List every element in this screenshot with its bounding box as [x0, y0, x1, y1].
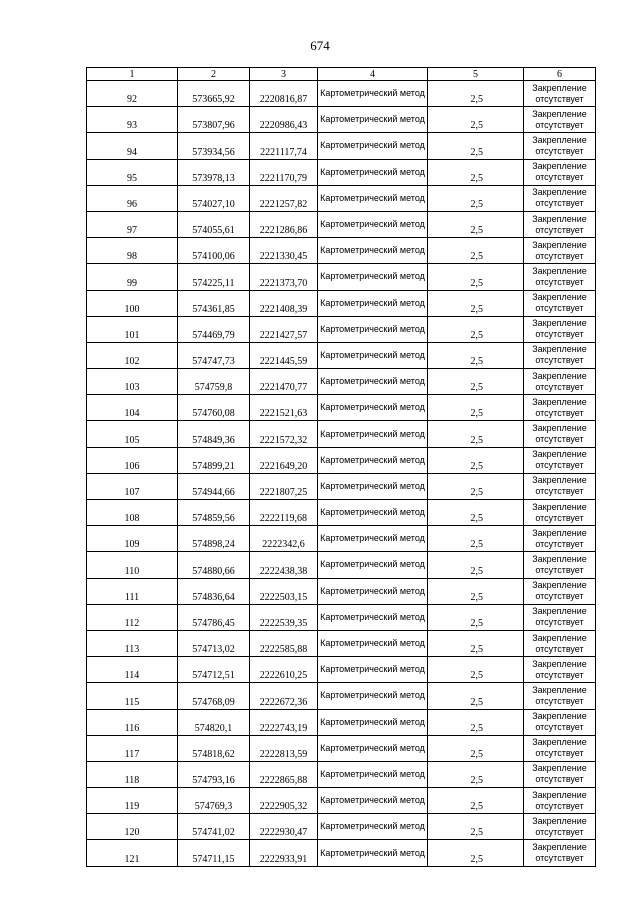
- method-cell: Картометрический метод: [318, 735, 428, 761]
- accuracy-cell: 2,5: [428, 552, 524, 578]
- x-coordinate-cell: 574713,02: [178, 630, 250, 656]
- method-cell: Картометрический метод: [318, 238, 428, 264]
- y-coordinate-cell: 2221572,32: [250, 421, 318, 447]
- point-number-cell: 116: [87, 709, 178, 735]
- accuracy-cell: 2,5: [428, 500, 524, 526]
- y-coordinate-cell: 2221470,77: [250, 369, 318, 395]
- x-coordinate-cell: 573665,92: [178, 81, 250, 107]
- fixing-cell: Закрепление отсутствует: [524, 788, 596, 814]
- table-row: [87, 81, 596, 107]
- y-coordinate-cell: 2222438,38: [250, 552, 318, 578]
- fixing-cell: Закрепление отсутствует: [524, 369, 596, 395]
- method-cell: Картометрический метод: [318, 316, 428, 342]
- x-coordinate-cell: 574027,10: [178, 185, 250, 211]
- table-row: [87, 159, 596, 185]
- method-cell: Картометрический метод: [318, 447, 428, 473]
- method-cell: Картометрический метод: [318, 264, 428, 290]
- x-coordinate-cell: 574786,45: [178, 604, 250, 630]
- method-cell: Картометрический метод: [318, 133, 428, 159]
- header-cell: 3: [250, 68, 318, 81]
- x-coordinate-cell: 574100,06: [178, 238, 250, 264]
- method-cell: Картометрический метод: [318, 159, 428, 185]
- fixing-cell: Закрепление отсутствует: [524, 342, 596, 368]
- y-coordinate-cell: 2222672,36: [250, 683, 318, 709]
- point-number-cell: 102: [87, 342, 178, 368]
- method-cell: Картометрический метод: [318, 814, 428, 840]
- header-cell: 1: [87, 68, 178, 81]
- y-coordinate-cell: 2222813,59: [250, 735, 318, 761]
- accuracy-cell: 2,5: [428, 630, 524, 656]
- accuracy-cell: 2,5: [428, 761, 524, 787]
- table-row: [87, 683, 596, 709]
- point-number-cell: 111: [87, 578, 178, 604]
- table-row: [87, 290, 596, 316]
- fixing-cell: Закрепление отсутствует: [524, 473, 596, 499]
- method-cell: Картометрический метод: [318, 604, 428, 630]
- fixing-cell: Закрепление отсутствует: [524, 683, 596, 709]
- x-coordinate-cell: 574469,79: [178, 316, 250, 342]
- y-coordinate-cell: 2221445,59: [250, 342, 318, 368]
- y-coordinate-cell: 2222119,68: [250, 500, 318, 526]
- table-row: [87, 657, 596, 683]
- method-cell: Картометрический метод: [318, 630, 428, 656]
- method-cell: Картометрический метод: [318, 107, 428, 133]
- fixing-cell: Закрепление отсутствует: [524, 526, 596, 552]
- accuracy-cell: 2,5: [428, 238, 524, 264]
- point-number-cell: 94: [87, 133, 178, 159]
- x-coordinate-cell: 573807,96: [178, 107, 250, 133]
- point-number-cell: 92: [87, 81, 178, 107]
- fixing-cell: Закрепление отсутствует: [524, 735, 596, 761]
- point-number-cell: 98: [87, 238, 178, 264]
- accuracy-cell: 2,5: [428, 159, 524, 185]
- table-row: [87, 447, 596, 473]
- accuracy-cell: 2,5: [428, 107, 524, 133]
- y-coordinate-cell: 2221286,86: [250, 211, 318, 237]
- method-cell: Картометрический метод: [318, 185, 428, 211]
- point-number-cell: 118: [87, 761, 178, 787]
- table-row: [87, 369, 596, 395]
- method-cell: Картометрический метод: [318, 683, 428, 709]
- method-cell: Картометрический метод: [318, 709, 428, 735]
- accuracy-cell: 2,5: [428, 447, 524, 473]
- y-coordinate-cell: 2221521,63: [250, 395, 318, 421]
- y-coordinate-cell: 2221170,79: [250, 159, 318, 185]
- accuracy-cell: 2,5: [428, 526, 524, 552]
- point-number-cell: 119: [87, 788, 178, 814]
- table-row: [87, 761, 596, 787]
- header-cell: 5: [428, 68, 524, 81]
- table-row: [87, 316, 596, 342]
- point-number-cell: 97: [87, 211, 178, 237]
- y-coordinate-cell: 2222865,88: [250, 761, 318, 787]
- fixing-cell: Закрепление отсутствует: [524, 500, 596, 526]
- fixing-cell: Закрепление отсутствует: [524, 814, 596, 840]
- point-number-cell: 113: [87, 630, 178, 656]
- x-coordinate-cell: 574760,08: [178, 395, 250, 421]
- x-coordinate-cell: 574759,8: [178, 369, 250, 395]
- accuracy-cell: 2,5: [428, 788, 524, 814]
- y-coordinate-cell: 2220816,87: [250, 81, 318, 107]
- accuracy-cell: 2,5: [428, 604, 524, 630]
- y-coordinate-cell: 2222539,35: [250, 604, 318, 630]
- accuracy-cell: 2,5: [428, 840, 524, 866]
- method-cell: Картометрический метод: [318, 526, 428, 552]
- y-coordinate-cell: 2222342,6: [250, 526, 318, 552]
- fixing-cell: Закрепление отсутствует: [524, 630, 596, 656]
- fixing-cell: Закрепление отсутствует: [524, 133, 596, 159]
- x-coordinate-cell: 574711,15: [178, 840, 250, 866]
- table-row: [87, 238, 596, 264]
- fixing-cell: Закрепление отсутствует: [524, 159, 596, 185]
- fixing-cell: Закрепление отсутствует: [524, 552, 596, 578]
- point-number-cell: 105: [87, 421, 178, 447]
- y-coordinate-cell: 2222930,47: [250, 814, 318, 840]
- point-number-cell: 103: [87, 369, 178, 395]
- y-coordinate-cell: 2221373,70: [250, 264, 318, 290]
- x-coordinate-cell: 574836,64: [178, 578, 250, 604]
- accuracy-cell: 2,5: [428, 683, 524, 709]
- method-cell: Картометрический метод: [318, 421, 428, 447]
- method-cell: Картометрический метод: [318, 369, 428, 395]
- fixing-cell: Закрепление отсутствует: [524, 447, 596, 473]
- accuracy-cell: 2,5: [428, 185, 524, 211]
- x-coordinate-cell: 574849,36: [178, 421, 250, 447]
- x-coordinate-cell: 574747,73: [178, 342, 250, 368]
- x-coordinate-cell: 574225,11: [178, 264, 250, 290]
- table-row: [87, 264, 596, 290]
- method-cell: Картометрический метод: [318, 473, 428, 499]
- fixing-cell: Закрепление отсутствует: [524, 421, 596, 447]
- point-number-cell: 121: [87, 840, 178, 866]
- x-coordinate-cell: 574944,66: [178, 473, 250, 499]
- fixing-cell: Закрепление отсутствует: [524, 709, 596, 735]
- header-cell: 2: [178, 68, 250, 81]
- fixing-cell: Закрепление отсутствует: [524, 185, 596, 211]
- point-number-cell: 99: [87, 264, 178, 290]
- table-row: [87, 604, 596, 630]
- table-row: [87, 840, 596, 866]
- fixing-cell: Закрепление отсутствует: [524, 81, 596, 107]
- table-row: [87, 342, 596, 368]
- x-coordinate-cell: 574741,02: [178, 814, 250, 840]
- point-number-cell: 104: [87, 395, 178, 421]
- x-coordinate-cell: 574859,56: [178, 500, 250, 526]
- fixing-cell: Закрепление отсутствует: [524, 604, 596, 630]
- accuracy-cell: 2,5: [428, 290, 524, 316]
- point-number-cell: 114: [87, 657, 178, 683]
- fixing-cell: Закрепление отсутствует: [524, 761, 596, 787]
- table-row: [87, 630, 596, 656]
- x-coordinate-cell: 573978,13: [178, 159, 250, 185]
- fixing-cell: Закрепление отсутствует: [524, 107, 596, 133]
- page-number: 674: [310, 38, 330, 53]
- point-number-cell: 109: [87, 526, 178, 552]
- accuracy-cell: 2,5: [428, 264, 524, 290]
- fixing-cell: Закрепление отсутствует: [524, 657, 596, 683]
- y-coordinate-cell: 2221117,74: [250, 133, 318, 159]
- header-row: [87, 68, 596, 81]
- table-body: [87, 81, 596, 867]
- x-coordinate-cell: 574712,51: [178, 657, 250, 683]
- coordinates-table: [86, 67, 596, 867]
- accuracy-cell: 2,5: [428, 316, 524, 342]
- point-number-cell: 108: [87, 500, 178, 526]
- fixing-cell: Закрепление отсутствует: [524, 290, 596, 316]
- method-cell: Картометрический метод: [318, 657, 428, 683]
- accuracy-cell: 2,5: [428, 473, 524, 499]
- method-cell: Картометрический метод: [318, 788, 428, 814]
- accuracy-cell: 2,5: [428, 81, 524, 107]
- x-coordinate-cell: 574899,21: [178, 447, 250, 473]
- accuracy-cell: 2,5: [428, 735, 524, 761]
- table-row: [87, 552, 596, 578]
- accuracy-cell: 2,5: [428, 133, 524, 159]
- y-coordinate-cell: 2222585,88: [250, 630, 318, 656]
- table-row: [87, 211, 596, 237]
- accuracy-cell: 2,5: [428, 709, 524, 735]
- table-row: [87, 473, 596, 499]
- y-coordinate-cell: 2221408,39: [250, 290, 318, 316]
- y-coordinate-cell: 2221257,82: [250, 185, 318, 211]
- table-row: [87, 788, 596, 814]
- accuracy-cell: 2,5: [428, 578, 524, 604]
- x-coordinate-cell: 574769,3: [178, 788, 250, 814]
- accuracy-cell: 2,5: [428, 814, 524, 840]
- table-row: [87, 421, 596, 447]
- point-number-cell: 95: [87, 159, 178, 185]
- point-number-cell: 120: [87, 814, 178, 840]
- fixing-cell: Закрепление отсутствует: [524, 395, 596, 421]
- table-row: [87, 185, 596, 211]
- x-coordinate-cell: 574818,62: [178, 735, 250, 761]
- fixing-cell: Закрепление отсутствует: [524, 264, 596, 290]
- point-number-cell: 110: [87, 552, 178, 578]
- method-cell: Картометрический метод: [318, 290, 428, 316]
- y-coordinate-cell: 2221807,25: [250, 473, 318, 499]
- point-number-cell: 100: [87, 290, 178, 316]
- point-number-cell: 107: [87, 473, 178, 499]
- fixing-cell: Закрепление отсутствует: [524, 578, 596, 604]
- accuracy-cell: 2,5: [428, 369, 524, 395]
- x-coordinate-cell: 574055,61: [178, 211, 250, 237]
- point-number-cell: 117: [87, 735, 178, 761]
- accuracy-cell: 2,5: [428, 342, 524, 368]
- table-row: [87, 735, 596, 761]
- table-row: [87, 578, 596, 604]
- method-cell: Картометрический метод: [318, 552, 428, 578]
- table-row: [87, 107, 596, 133]
- point-number-cell: 101: [87, 316, 178, 342]
- method-cell: Картометрический метод: [318, 81, 428, 107]
- accuracy-cell: 2,5: [428, 211, 524, 237]
- fixing-cell: Закрепление отсутствует: [524, 238, 596, 264]
- method-cell: Картометрический метод: [318, 761, 428, 787]
- accuracy-cell: 2,5: [428, 395, 524, 421]
- x-coordinate-cell: 574820,1: [178, 709, 250, 735]
- point-number-cell: 106: [87, 447, 178, 473]
- x-coordinate-cell: 574880,66: [178, 552, 250, 578]
- x-coordinate-cell: 574898,24: [178, 526, 250, 552]
- method-cell: Картометрический метод: [318, 342, 428, 368]
- y-coordinate-cell: 2222905,32: [250, 788, 318, 814]
- y-coordinate-cell: 2221427,57: [250, 316, 318, 342]
- y-coordinate-cell: 2220986,43: [250, 107, 318, 133]
- header-cell: 6: [524, 68, 596, 81]
- method-cell: Картометрический метод: [318, 840, 428, 866]
- fixing-cell: Закрепление отсутствует: [524, 840, 596, 866]
- accuracy-cell: 2,5: [428, 657, 524, 683]
- point-number-cell: 93: [87, 107, 178, 133]
- fixing-cell: Закрепление отсутствует: [524, 211, 596, 237]
- y-coordinate-cell: 2222743,19: [250, 709, 318, 735]
- table-row: [87, 500, 596, 526]
- accuracy-cell: 2,5: [428, 421, 524, 447]
- x-coordinate-cell: 574793,16: [178, 761, 250, 787]
- x-coordinate-cell: 574361,85: [178, 290, 250, 316]
- table-row: [87, 395, 596, 421]
- header-cell: 4: [318, 68, 428, 81]
- table-row: [87, 526, 596, 552]
- x-coordinate-cell: 574768,09: [178, 683, 250, 709]
- table-row: [87, 814, 596, 840]
- fixing-cell: Закрепление отсутствует: [524, 316, 596, 342]
- table-row: [87, 709, 596, 735]
- table-row: [87, 133, 596, 159]
- y-coordinate-cell: 2222933,91: [250, 840, 318, 866]
- point-number-cell: 112: [87, 604, 178, 630]
- method-cell: Картометрический метод: [318, 578, 428, 604]
- y-coordinate-cell: 2222503,15: [250, 578, 318, 604]
- point-number-cell: 96: [87, 185, 178, 211]
- method-cell: Картометрический метод: [318, 500, 428, 526]
- y-coordinate-cell: 2221649,20: [250, 447, 318, 473]
- method-cell: Картометрический метод: [318, 211, 428, 237]
- y-coordinate-cell: 2221330,45: [250, 238, 318, 264]
- method-cell: Картометрический метод: [318, 395, 428, 421]
- x-coordinate-cell: 573934,56: [178, 133, 250, 159]
- point-number-cell: 115: [87, 683, 178, 709]
- y-coordinate-cell: 2222610,25: [250, 657, 318, 683]
